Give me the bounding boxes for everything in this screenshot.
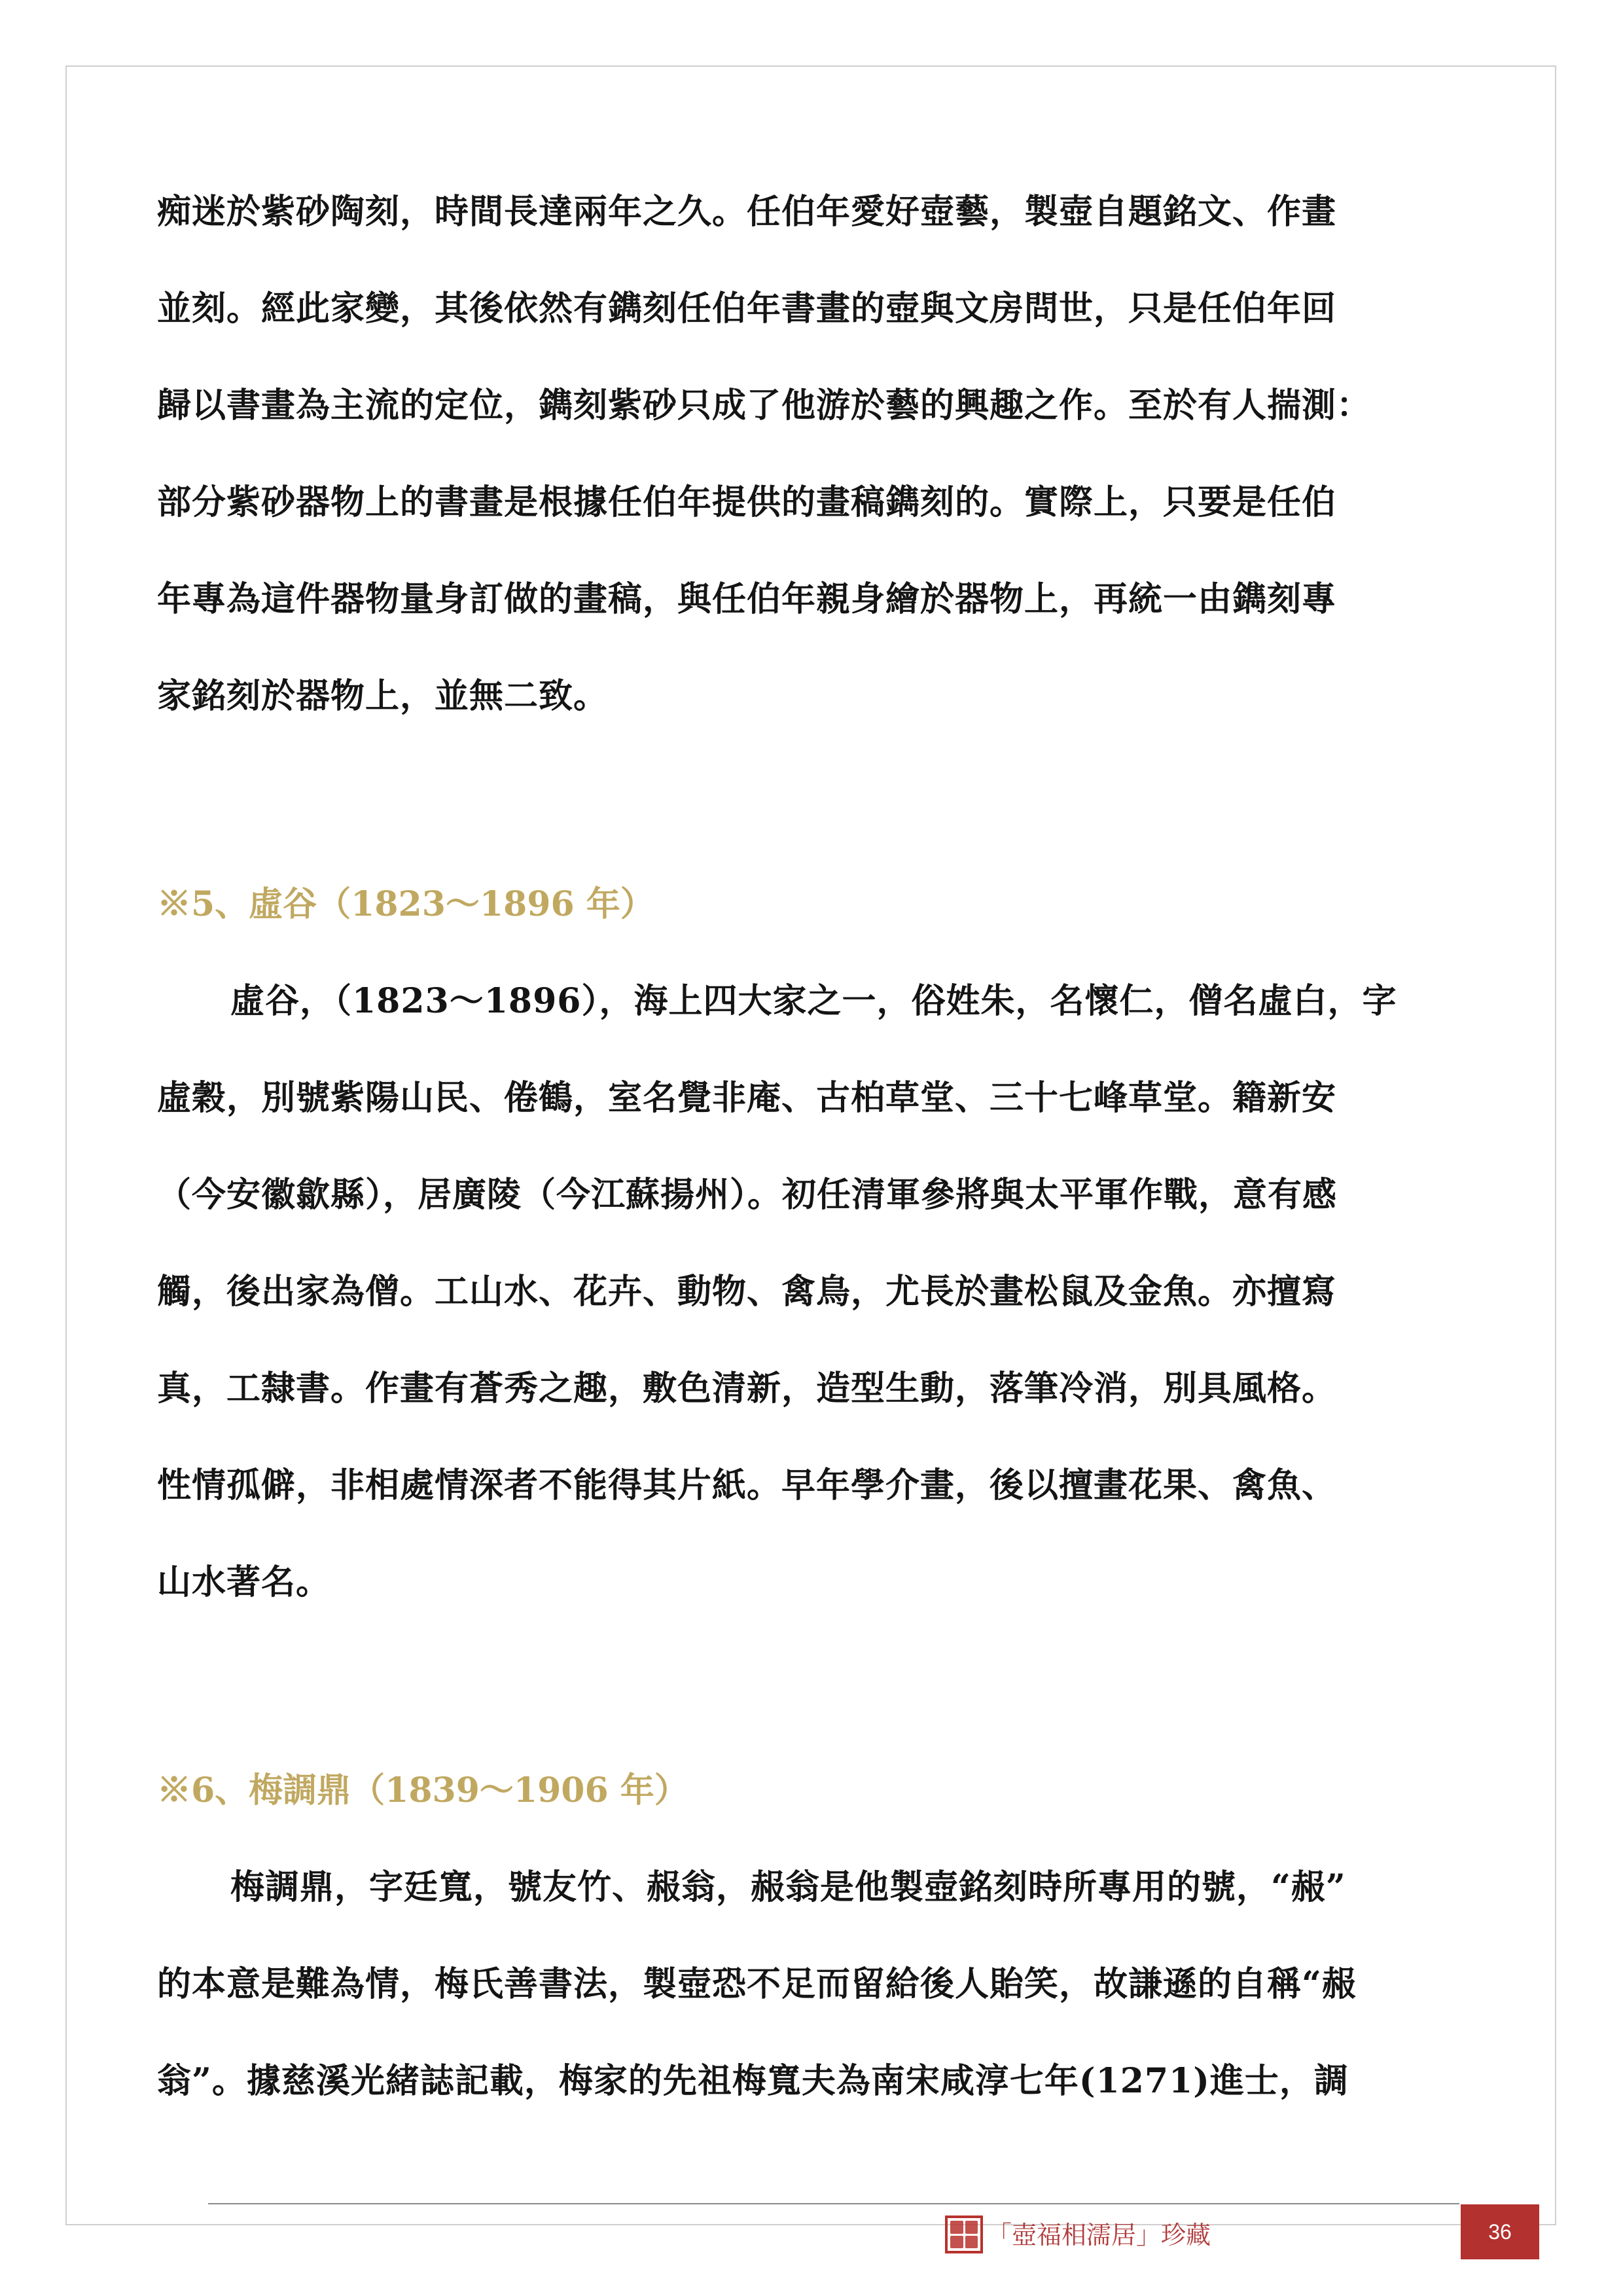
- text-line: 年專為這件器物量身訂做的畫稿，與任伯年親身繪於器物上，再統一由鐫刻專: [157, 579, 1337, 619]
- paragraph-continued: [157, 164, 1472, 745]
- text-line: 虛谷，（1823～1896），海上四大家之一，俗姓朱，名懷仁，僧名虛白，字: [230, 981, 1397, 1021]
- paragraph-mei-tiaoding: [157, 1839, 1472, 2130]
- text-line: 真，工隸書。作畫有蒼秀之趣，敷色清新，造型生動，落筆冷消，別具風格。: [157, 1369, 1337, 1408]
- page-number: 36: [1461, 2204, 1539, 2259]
- text-line: 痴迷於紫砂陶刻，時間長達兩年之久。任伯年愛好壺藝，製壺自題銘文、作畫: [157, 192, 1337, 232]
- text-line: 歸以書畫為主流的定位，鐫刻紫砂只成了他游於藝的興趣之作。至於有人揣測：: [157, 386, 1372, 425]
- section-heading-xugu: ※5、虛谷（1823～1896 年）: [157, 884, 654, 924]
- text-line: 梅調鼎，字廷寬，號友竹、赧翁，赧翁是他製壺銘刻時所專用的號，“赧”: [230, 1867, 1346, 1907]
- text-line: 並刻。經此家變，其後依然有鐫刻任伯年書畫的壺與文房問世，只是任伯年回: [157, 289, 1337, 329]
- text-line: 翁”。據慈溪光緒誌記載，梅家的先祖梅寬夫為南宋咸淳七年(1271)進士，調: [157, 2061, 1349, 2101]
- text-line: 家銘刻於器物上，並無二致。: [157, 676, 609, 716]
- text-line: 觸，後出家為僧。工山水、花卉、動物、禽鳥，尤長於畫松鼠及金魚。亦擅寫: [157, 1272, 1337, 1312]
- text-line: 的本意是難為情，梅氏善書法，製壺恐不足而留給後人貽笑，故謙遜的自稱“赧: [157, 1964, 1357, 2004]
- text-line: 虛穀，別號紫陽山民、倦鶴，室名覺非庵、古柏草堂、三十七峰草堂。籍新安: [157, 1078, 1337, 1118]
- section-heading-mei-tiaoding: ※6、梅調鼎（1839～1906 年）: [157, 1770, 688, 1810]
- text-line: 性情孤僻，非相處情深者不能得其片紙。早年學介畫，後以擅畫花果、禽魚、: [157, 1465, 1337, 1505]
- red-seal-icon: [945, 2215, 983, 2253]
- footer-publisher: 「壺福相濡居」珍藏: [987, 2221, 1211, 2250]
- text-line: （今安徽歙縣），居廣陵（今江蘇揚州）。初任清軍參將與太平軍作戰，意有感: [157, 1175, 1338, 1215]
- footer-rule: [208, 2203, 1459, 2204]
- page-content: [157, 164, 1472, 2130]
- text-line: 山水著名。: [157, 1562, 331, 1602]
- text-line: 部分紫砂器物上的書畫是根據任伯年提供的畫稿鐫刻的。實際上，只要是任伯: [157, 482, 1337, 522]
- paragraph-xugu: [157, 953, 1472, 1631]
